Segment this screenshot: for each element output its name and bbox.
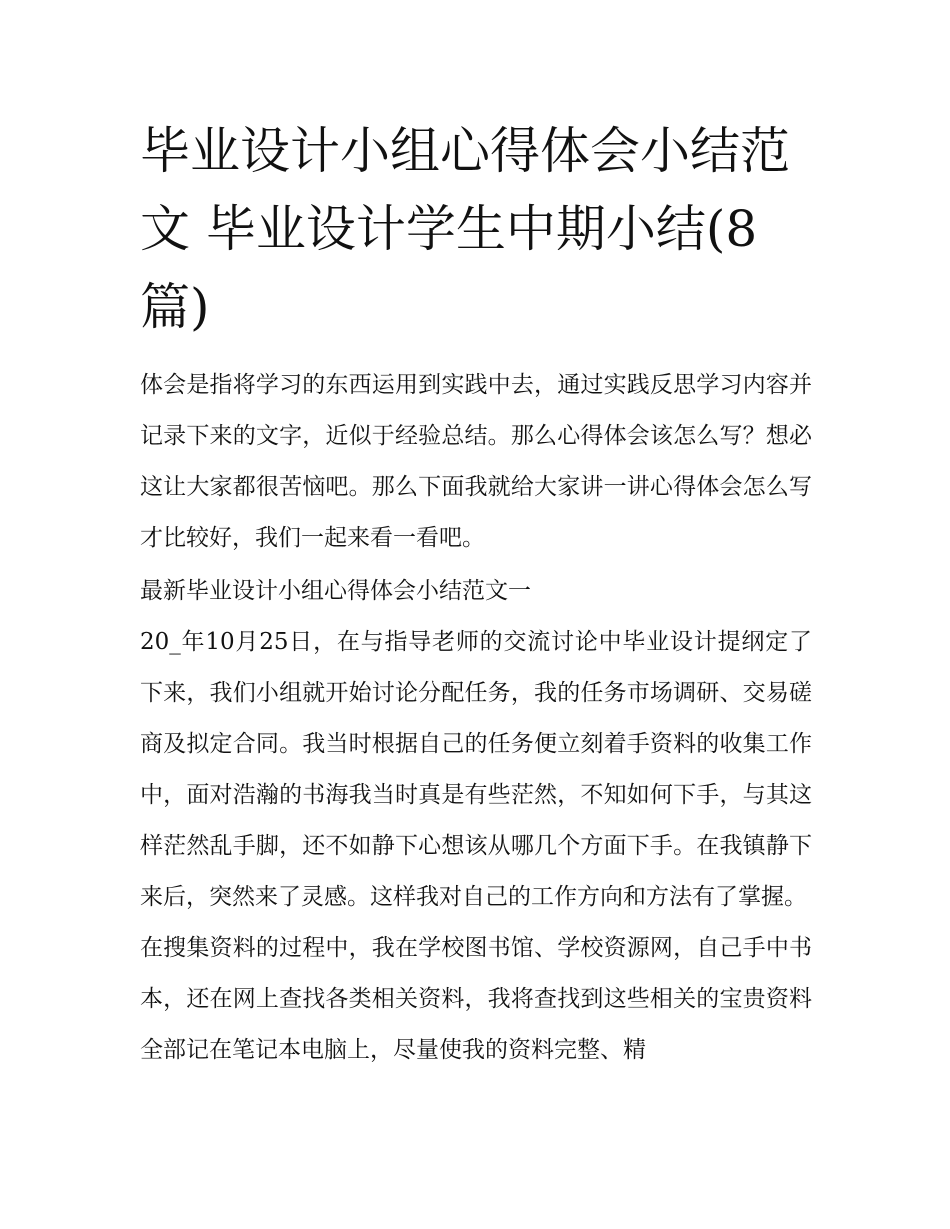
body-paragraph-1: 20_年10月25日，在与指导老师的交流讨论中毕业设计提纲定了下来，我们小组就开始讨论分配任务，我的任务市场调研、交易磋商及拟定合同。我当时根据自己的任务便立刻着手资料的收集工作中，面对浩瀚的书海我当时真是有些茫然，不知如何下手，与其这样茫然乱手脚，还不如静下心想该从哪几个方面下手。在我镇静下来后，突然来了灵感。这样我对自己的工作方向和方法有了掌握。 xyxy=(140,629,812,910)
body-paragraph-2: 在搜集资料的过程中，我在学校图书馆、学校资源网，自己手中书本，还在网上查找各类相关资料，我将查找到这些相关的宝贵资料全部记在笔记本电脑上，尽量使我的资料完整、精 xyxy=(140,935,812,1063)
document-title: 毕业设计小组心得体会小结范文 毕业设计学生中期小结(8篇) xyxy=(140,122,790,336)
document-page xyxy=(140,112,812,1076)
intro-paragraph: 体会是指将学习的东西运用到实践中去，通过实践反思学习内容并记录下来的文字，近似于经验总结。那么心得体会该怎么写？想必这让大家都很苦恼吧。那么下面我就给大家讲一讲心得体会怎么写才比较好，我们一起来看一看吧。 xyxy=(140,372,812,551)
section-heading: 最新毕业设计小组心得体会小结范文一 xyxy=(140,578,531,604)
